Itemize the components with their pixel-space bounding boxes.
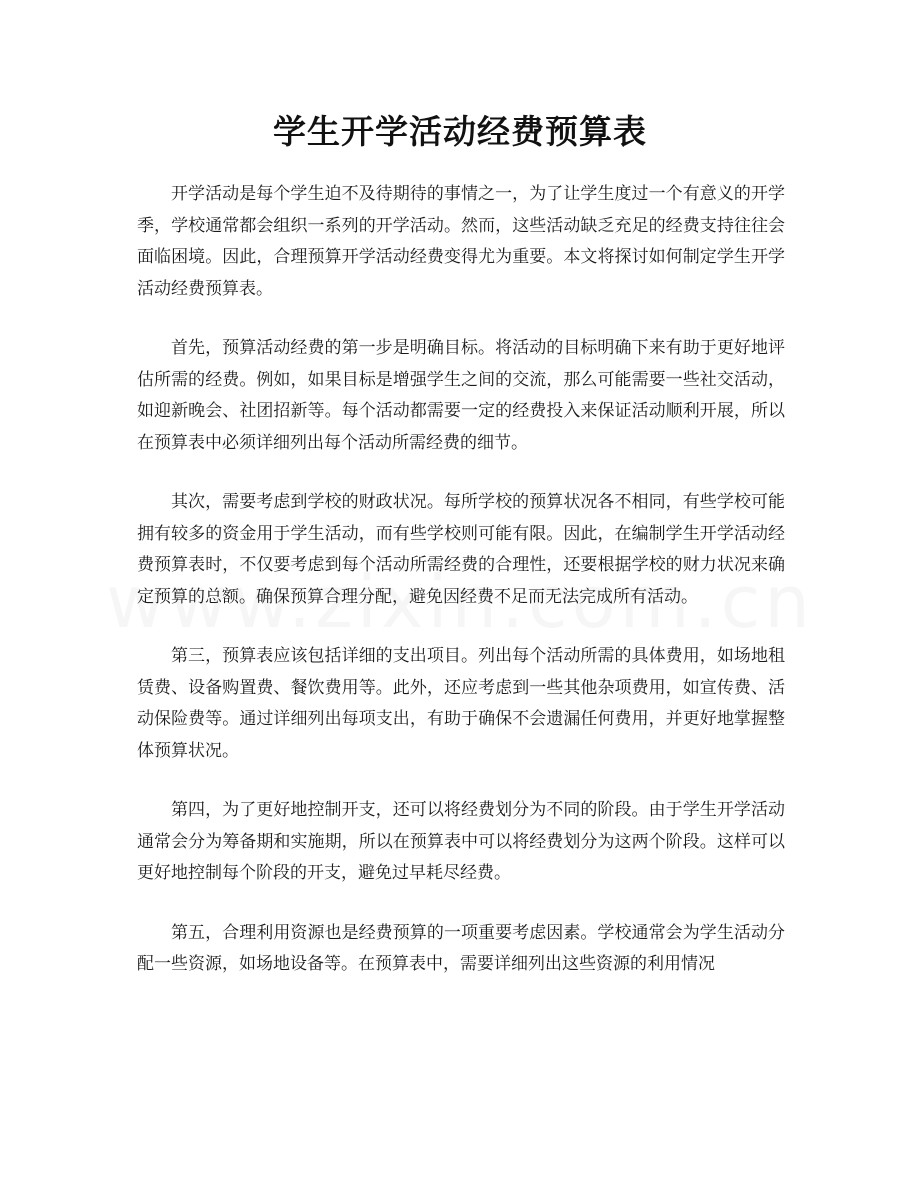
paragraph: 开学活动是每个学生迫不及待期待的事情之一，为了让学生度过一个有意义的开学季，学校通常都会组织一系列的开学活动。然而，这些活动缺乏充足的经费支持往往会面临困境。因此，合理预算开学活动经费变得尤为重要。本文将探讨如何制定学生开学活动经费预算表。 — [137, 184, 785, 299]
paragraph: 第五，合理利用资源也是经费预算的一项重要考虑因素。学校通常会为学生活动分配一些资源，如场地设备等。在预算表中，需要详细列出这些资源的利用情况 — [137, 922, 785, 974]
document-body — [137, 179, 785, 1009]
paragraph: 首先，预算活动经费的第一步是明确目标。将活动的目标明确下来有助于更好地评估所需的经费。例如，如果目标是增强学生之间的交流，那么可能需要一些社交活动，如迎新晚会、社团招新等。每个活动都需要一定的经费投入来保证活动顺利开展，所以在预算表中必须详细列出每个活动所需经费的细节。 — [137, 338, 785, 453]
document-title: 学生开学活动经费预算表 — [273, 112, 647, 151]
paragraph: 第四，为了更好地控制开支，还可以将经费划分为不同的阶段。由于学生开学活动通常会分为筹备期和实施期，所以在预算表中可以将经费划分为这两个阶段。这样可以更好地控制每个阶段的开支，避免过早耗尽经费。 — [137, 800, 785, 883]
paragraph: 第三，预算表应该包括详细的支出项目。列出每个活动所需的具体费用，如场地租赁费、设备购置费、餐饮费用等。此外，还应考虑到一些其他杂项费用，如宣传费、活动保险费等。通过详细列出每项支出，有助于确保不会遗漏任何费用，并更好地掌握整体预算状况。 — [137, 646, 785, 761]
paragraph: 其次，需要考虑到学校的财政状况。每所学校的预算状况各不相同，有些学校可能拥有较多的资金用于学生活动，而有些学校则可能有限。因此，在编制学生开学活动经费预算表时，不仅要考虑到每个活动所需经费的合理性，还要根据学校的财力状况来确定预算的总额。确保预算合理分配，避免因经费不足而无法完成所有活动。 — [137, 492, 785, 607]
